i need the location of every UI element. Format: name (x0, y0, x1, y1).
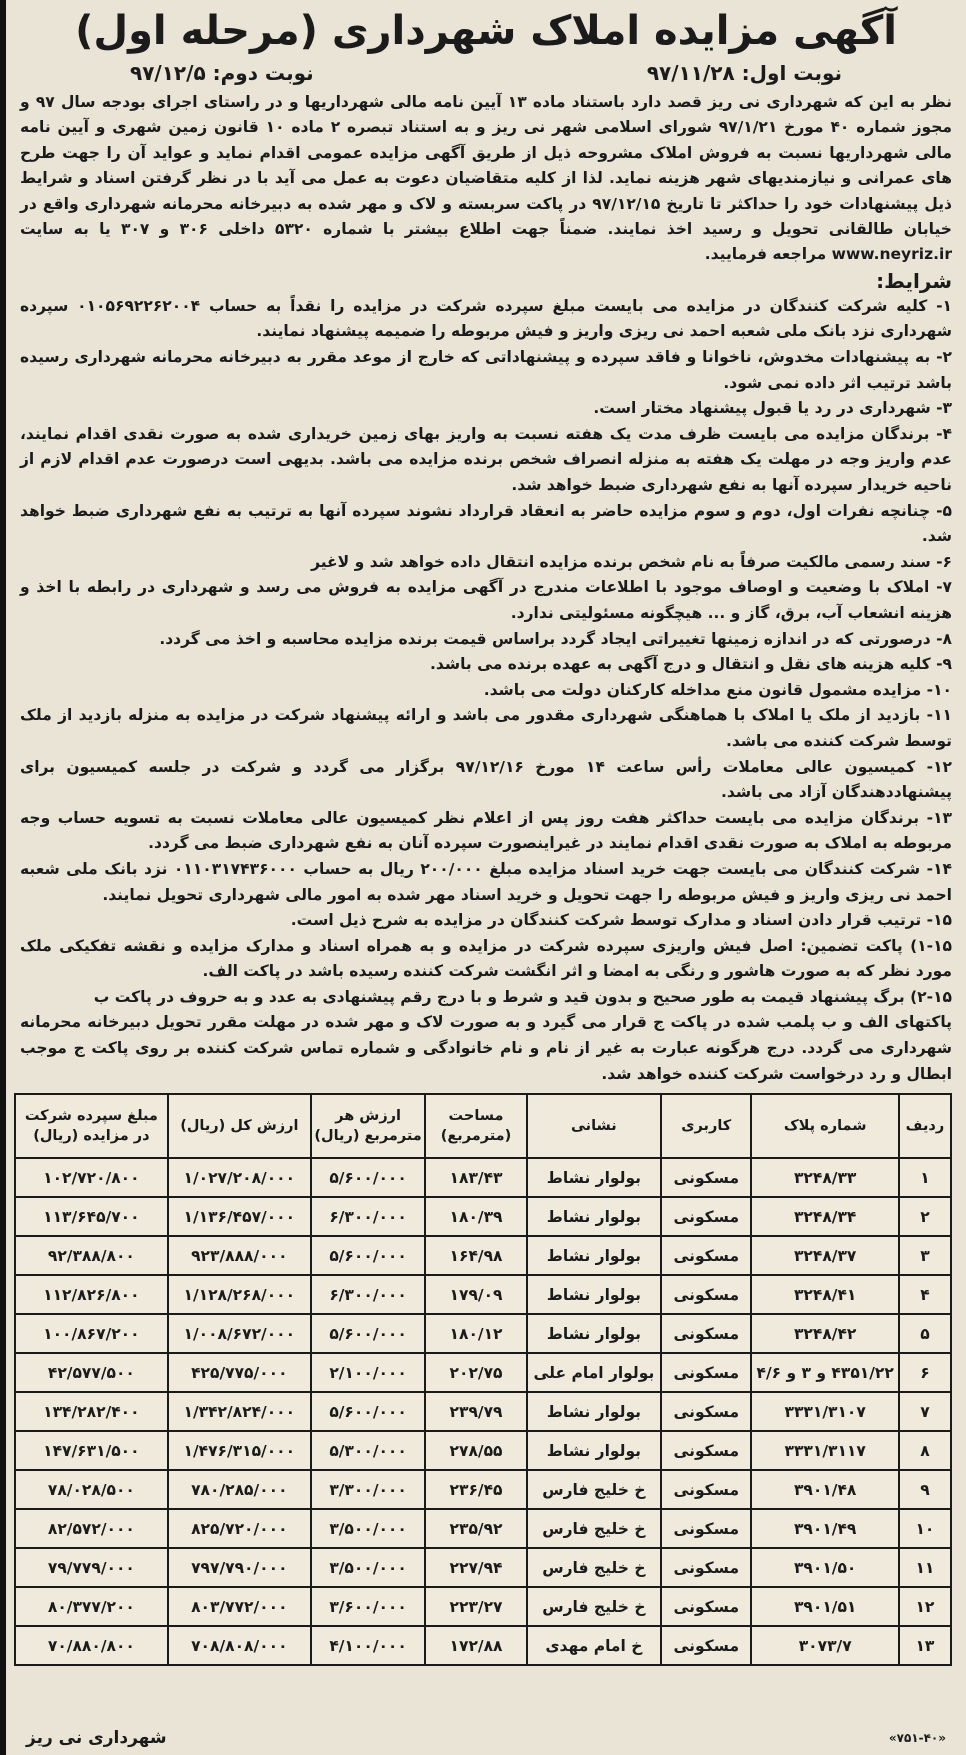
table-cell: ۲۳۵/۹۲ (425, 1509, 526, 1548)
table-cell: ۴۲/۵۷۷/۵۰۰ (15, 1353, 168, 1392)
condition-item: ۱۵- ترتیب قرار دادن اسناد و مدارک توسط شرکت کنندگان در مزایده به شرح ذیل است. (290, 911, 952, 930)
condition-item: ۷- املاک با وضعیت و اوصاف موجود با اطلاعات مندرج در آگهی مزایده به فروش می رسد و شهرداری در رابطه با اخذ و هزینه انشعاب آب، برق، گاز و ... هیچگونه مسئولیتی ندارد. (20, 578, 952, 622)
condition-item: ۱- کلیه شرکت کنندگان در مزایده می بایست مبلغ سپرده شرکت در مزایده را نقداً به حساب ۰۱۰۵۶۹۲۲۶۲۰۰۴ سپرده شهرداری نزد بانک ملی شعبه احمد نی ریزی واریز و فیش مربوطه را ضمیمه پیشنهاد نمایند. (20, 296, 953, 341)
table-cell: ۸۰۳/۷۷۲/۰۰۰ (168, 1587, 311, 1626)
table-row (15, 1470, 951, 1509)
condition-item: ۱۲- کمیسیون عالی معاملات رأس ساعت ۱۴ مورخ ۹۷/۱۲/۱۶ برگزار می گردد و شرکت در جلسه کمیسیون برای پیشنهاددهندگان آزاد می باشد. (20, 757, 953, 802)
column-header: نشانی (527, 1094, 661, 1158)
intro-paragraph: نظر به این که شهرداری نی ریز قصد دارد باستناد ماده ۱۳ آیین نامه مالی شهرداریها و در راستای اجرای بودجه سال ۹۷ و مجوز شماره ۴۰ مورخ ۹۷/۱/۲۱ شورای اسلامی شهر نی ریز و به استناد تبصره ۲ ماده ۱۰ قانون زمین شهری و آیین نامه مالی شهرداریها نسبت به فروش املاک مشروحه ذیل از طریق آگهی مزایده عمومی اقدام نماید و عواید آن را جهت طرح های عمرانی و نیازمندیهای شهر هزینه نماید. لذا از کلیه متقاضیان دعوت به عمل می آید با در نظر گرفتن اسناد و شرایط ذیل پیشنهادات خود را حداکثر تا تاریخ ۹۷/۱۲/۱۵ در پاکت سربسته و لاک و مهر شده به دبیرخانه محرمانه شهرداری واقع در خیابان طالقانی تحویل و رسید اخذ نمایند. ضمناً جهت اطلاع بیشتر با شماره ۵۳۲۰ داخلی ۳۰۶ و ۳۰۷ یا به سایت www.neyriz.ir مراجعه فرمایید. (20, 93, 952, 264)
table-cell: بولوار امام علی (527, 1353, 661, 1392)
table-cell: ۲ (899, 1197, 951, 1236)
table-cell: ۳/۵۰۰/۰۰۰ (311, 1548, 425, 1587)
table-cell: ۳۲۴۸/۳۳ (751, 1158, 898, 1197)
table-cell: ۱۴۷/۶۳۱/۵۰۰ (15, 1431, 168, 1470)
table-cell: بولوار نشاط (527, 1392, 661, 1431)
table-cell: ۱۲ (899, 1587, 951, 1626)
table-cell: ۳۳۳۱/۳۱۱۷ (751, 1431, 898, 1470)
table-cell: ۵/۶۰۰/۰۰۰ (311, 1158, 425, 1197)
table-row (15, 1197, 951, 1236)
condition-item: ۱۴- شرکت کنندگان می بایست جهت خرید اسناد مزایده مبلغ ۲۰۰/۰۰۰ ریال به حساب ۰۱۱۰۳۱۷۴۳۶۰۰۰ نزد بانک ملی شعبه احمد نی ریزی واریز و فیش مربوطه را جهت تحویل و خرید اسناد مهر شده به امور مالی شهرداری تحویل نمایند. (20, 859, 952, 904)
table-row (15, 1314, 951, 1353)
footer (26, 1728, 946, 1748)
table-cell: ۵/۶۰۰/۰۰۰ (311, 1314, 425, 1353)
condition-item: ۳- شهرداری در رد یا قبول پیشنهاد مختار است. (593, 399, 952, 418)
table-cell: ۷۰/۸۸۰/۸۰۰ (15, 1626, 168, 1665)
table-cell: ۵/۳۰۰/۰۰۰ (311, 1431, 425, 1470)
column-header: ارزش هر مترمربع (ریال) (311, 1094, 425, 1158)
table-cell: ۲۳۹/۷۹ (425, 1392, 526, 1431)
table-cell: بولوار نشاط (527, 1431, 661, 1470)
table-cell: ۴۲۵/۷۷۵/۰۰۰ (168, 1353, 311, 1392)
table-row (15, 1509, 951, 1548)
table-cell: ۱۰۰/۸۶۷/۲۰۰ (15, 1314, 168, 1353)
table-row (15, 1236, 951, 1275)
table-cell: ۱۱ (899, 1548, 951, 1587)
table-row (15, 1548, 951, 1587)
table-cell: بولوار نشاط (527, 1236, 661, 1275)
condition-item: ۶- سند رسمی مالکیت صرفاً به نام شخص برنده مزایده انتقال داده خواهد شد و لاغیر (311, 552, 952, 571)
table-row (15, 1431, 951, 1470)
table-cell: ۴ (899, 1275, 951, 1314)
table-cell: مسکونی (661, 1509, 751, 1548)
table-cell: ۸ (899, 1431, 951, 1470)
table-cell: بولوار نشاط (527, 1275, 661, 1314)
column-header: ردیف (899, 1094, 951, 1158)
table-row (15, 1275, 951, 1314)
table-cell: ۱۱۳/۶۴۵/۷۰۰ (15, 1197, 168, 1236)
column-header: مساحت (مترمربع) (425, 1094, 526, 1158)
table-cell: ۳ (899, 1236, 951, 1275)
column-header: مبلغ سپرده شرکت در مزایده (ریال) (15, 1094, 168, 1158)
table-cell: مسکونی (661, 1236, 751, 1275)
table-cell: ۲۲۳/۲۷ (425, 1587, 526, 1626)
table-cell: ۶/۳۰۰/۰۰۰ (311, 1197, 425, 1236)
condition-item: ۸- درصورتی که در اندازه زمینها تغییراتی ایجاد گردد براساس قیمت برنده مزایده محاسبه و اخذ می گردد. (159, 629, 952, 648)
table-cell: ۷۸۰/۲۸۵/۰۰۰ (168, 1470, 311, 1509)
table-cell: ۹ (899, 1470, 951, 1509)
condition-item: ۱۱- بازدید از ملک یا املاک با هماهنگی شهرداری مقدور می باشد و ارائه پیشنهاد شرکت در مزایده به منزله بازدید از ملک توسط شرکت کننده می باشد. (20, 706, 952, 750)
table-cell: ۸۰/۳۷۷/۲۰۰ (15, 1587, 168, 1626)
table-cell: خ خلیج فارس (527, 1509, 661, 1548)
condition-item: ۱۰- مزایده مشمول قانون منع مداخله کارکنان دولت می باشد. (483, 680, 952, 699)
table-cell: ۱/۳۴۲/۸۲۴/۰۰۰ (168, 1392, 311, 1431)
column-header: کاربری (661, 1094, 751, 1158)
table-cell: مسکونی (661, 1314, 751, 1353)
table-cell: ۱۰ (899, 1509, 951, 1548)
table-cell: ۳۳۳۱/۳۱۰۷ (751, 1392, 898, 1431)
table-cell: خ خلیج فارس (527, 1548, 661, 1587)
table-body (15, 1158, 951, 1665)
table-cell: ۳۲۴۸/۴۱ (751, 1275, 898, 1314)
table-cell: ۱/۱۳۶/۴۵۷/۰۰۰ (168, 1197, 311, 1236)
table-cell: ۲۳۶/۴۵ (425, 1470, 526, 1509)
table-cell: مسکونی (661, 1626, 751, 1665)
table-cell: مسکونی (661, 1587, 751, 1626)
table-cell: ۶/۳۰۰/۰۰۰ (311, 1275, 425, 1314)
table-cell: مسکونی (661, 1275, 751, 1314)
table-cell: ۳۹۰۱/۴۹ (751, 1509, 898, 1548)
table-cell: ۹۲۳/۸۸۸/۰۰۰ (168, 1236, 311, 1275)
table-cell: مسکونی (661, 1392, 751, 1431)
table-cell: ۱۳۴/۲۸۲/۴۰۰ (15, 1392, 168, 1431)
condition-item: ۴- برندگان مزایده می بایست ظرف مدت یک هفته نسبت به واریز بهای زمین خریداری شده به صورت نقدی اقدام نمایند، عدم واریز وجه در مهلت یک هفته به منزله انصراف شخص برنده مزایده می باشد. بدیهی است درصورت عدم اقدام لازم از ناحیه خریدار سپرده آنها به نفع شهرداری ضبط خواهد شد. (20, 424, 952, 494)
table-cell: مسکونی (661, 1197, 751, 1236)
table-cell: ۵/۶۰۰/۰۰۰ (311, 1392, 425, 1431)
table-cell: ۳/۳۰۰/۰۰۰ (311, 1470, 425, 1509)
table-cell: ۱۳ (899, 1626, 951, 1665)
table-cell: ۴/۱۰۰/۰۰۰ (311, 1626, 425, 1665)
condition-item: ۲- به پیشنهادات مخدوش، ناخوانا و فاقد سپرده و پیشنهاداتی که خارج از موعد مقرر به دبیرخانه محرمانه شهرداری رسیده باشد ترتیب اثر داده نمی شود. (20, 348, 952, 392)
table-cell: ۸۲/۵۷۲/۰۰۰ (15, 1509, 168, 1548)
table-cell: ۷۹۷/۷۹۰/۰۰۰ (168, 1548, 311, 1587)
condition-item: ۲-۱۵) برگ پیشنهاد قیمت به طور صحیح و بدون قید و شرط و با درج رقم پیشنهادی به عدد و به حروف در پاکت ب (93, 987, 952, 1006)
column-header: ارزش کل (ریال) (168, 1094, 311, 1158)
first-notice-date: نوبت اول: ۹۷/۱۱/۲۸ (646, 61, 842, 85)
table-cell: ۱/۴۷۶/۳۱۵/۰۰۰ (168, 1431, 311, 1470)
table-cell: ۵/۶۰۰/۰۰۰ (311, 1236, 425, 1275)
table-header-row (15, 1094, 951, 1158)
table-cell: ۳/۶۰۰/۰۰۰ (311, 1587, 425, 1626)
table-cell: ۳۹۰۱/۴۸ (751, 1470, 898, 1509)
table-cell: بولوار نشاط (527, 1158, 661, 1197)
table-cell: ۷۹/۷۷۹/۰۰۰ (15, 1548, 168, 1587)
table-cell: خ امام مهدی (527, 1626, 661, 1665)
condition-item: ۵- چنانچه نفرات اول، دوم و سوم مزایده حاضر به انعقاد قرارداد نشوند سپرده آنها به ترتیب به نفع شهرداری ضبط خواهد شد. (20, 501, 952, 546)
conditions-title: شرایط: (876, 268, 952, 293)
table-row (15, 1587, 951, 1626)
table-cell: بولوار نشاط (527, 1314, 661, 1353)
second-notice-date: نوبت دوم: ۹۷/۱۲/۵ (130, 61, 314, 85)
table-cell: ۱۸۰/۱۲ (425, 1314, 526, 1353)
table-cell: ۱/۱۲۸/۲۶۸/۰۰۰ (168, 1275, 311, 1314)
table-cell: ۲۰۲/۷۵ (425, 1353, 526, 1392)
table-row (15, 1158, 951, 1197)
page-title: آگهی مزایده املاک شهرداری (مرحله اول) (75, 8, 897, 54)
condition-item: ۱۳- برندگان مزایده می بایست حداکثر هفت روز پس از اعلام نظر کمیسیون عالی معاملات نسبت به تسویه حساب وجه مربوطه به املاک به صورت نقدی اقدام نمایند در غیراینصورت سپرده آنان به نفع شهرداری ضبط می گردد. (20, 808, 952, 853)
table-cell: ۹۲/۳۸۸/۸۰۰ (15, 1236, 168, 1275)
table-cell: ۳۰۷۳/۷ (751, 1626, 898, 1665)
issuer-name: شهرداری نی ریز (26, 1728, 167, 1748)
table-cell: ۳۹۰۱/۵۱ (751, 1587, 898, 1626)
ad-code: «۷۵۱-۴۰» (888, 1731, 946, 1745)
table-cell: مسکونی (661, 1431, 751, 1470)
notice-dates (20, 58, 952, 88)
table-cell: مسکونی (661, 1353, 751, 1392)
table-cell: ۳۹۰۱/۵۰ (751, 1548, 898, 1587)
table-cell: ۱۸۳/۴۳ (425, 1158, 526, 1197)
table-cell: ۳/۵۰۰/۰۰۰ (311, 1509, 425, 1548)
table-row (15, 1626, 951, 1665)
table-cell: مسکونی (661, 1470, 751, 1509)
table-row (15, 1392, 951, 1431)
table-cell: ۷ (899, 1392, 951, 1431)
column-header: شماره پلاک (751, 1094, 898, 1158)
table-cell: ۷۰۸/۸۰۸/۰۰۰ (168, 1626, 311, 1665)
table-cell: ۲۲۷/۹۴ (425, 1548, 526, 1587)
table-cell: ۳۲۴۸/۳۷ (751, 1236, 898, 1275)
table-cell: ۲/۱۰۰/۰۰۰ (311, 1353, 425, 1392)
table-cell: ۱۷۲/۸۸ (425, 1626, 526, 1665)
table-cell: ۱/۰۰۸/۶۷۲/۰۰۰ (168, 1314, 311, 1353)
table-cell: خ خلیج فارس (527, 1587, 661, 1626)
properties-table (14, 1093, 952, 1666)
table-cell: ۷۸/۰۲۸/۵۰۰ (15, 1470, 168, 1509)
table-cell: ۲۷۸/۵۵ (425, 1431, 526, 1470)
table-cell: ۱۷۹/۰۹ (425, 1275, 526, 1314)
table-cell: ۵ (899, 1314, 951, 1353)
table-cell: ۱۶۴/۹۸ (425, 1236, 526, 1275)
table-cell: مسکونی (661, 1548, 751, 1587)
table-cell: ۱ (899, 1158, 951, 1197)
table-cell: ۴۳۵۱/۲۲ و ۳ و ۴/۶ (751, 1353, 898, 1392)
table-cell: ۶ (899, 1353, 951, 1392)
condition-item: ۱-۱۵) پاکت تضمین: اصل فیش واریزی سپرده شرکت در مزایده و به همراه اسناد و مدارک مزایده و نقشه تفکیکی ملک مورد نظر که به صورت هاشور و رنگی به امضا و اثر انگشت شرکت کننده رسیده باشد در پاکت الف. (20, 936, 952, 981)
conditions-list (20, 294, 952, 1087)
table-cell: ۳۲۴۸/۳۴ (751, 1197, 898, 1236)
table-row (15, 1353, 951, 1392)
table-cell: مسکونی (661, 1158, 751, 1197)
condition-item: ۹- کلیه هزینه های نقل و انتقال و درج آگهی به عهده برنده می باشد. (429, 655, 952, 674)
table-cell: ۱۱۲/۸۲۶/۸۰۰ (15, 1275, 168, 1314)
table-cell: ۳۲۴۸/۴۲ (751, 1314, 898, 1353)
table-cell: ۱۰۲/۷۲۰/۸۰۰ (15, 1158, 168, 1197)
table-cell: ۸۲۵/۷۲۰/۰۰۰ (168, 1509, 311, 1548)
table-cell: خ خلیج فارس (527, 1470, 661, 1509)
table-cell: بولوار نشاط (527, 1197, 661, 1236)
table-cell: ۱/۰۲۷/۲۰۸/۰۰۰ (168, 1158, 311, 1197)
condition-item: پاکتهای الف و ب پلمب شده در پاکت ج قرار می گیرد و به صورت لاک و مهر شده در مهلت مقرر تحویل دبیرخانه محرمانه شهرداری می گردد. درج هرگونه عبارت به غیر از نام و نام خانوادگی و شماره تماس شرکت کننده بر روی پاکت ج موجب ابطال و رد درخواست شرکت کننده خواهد شد. (20, 1013, 952, 1083)
table-cell: ۱۸۰/۳۹ (425, 1197, 526, 1236)
